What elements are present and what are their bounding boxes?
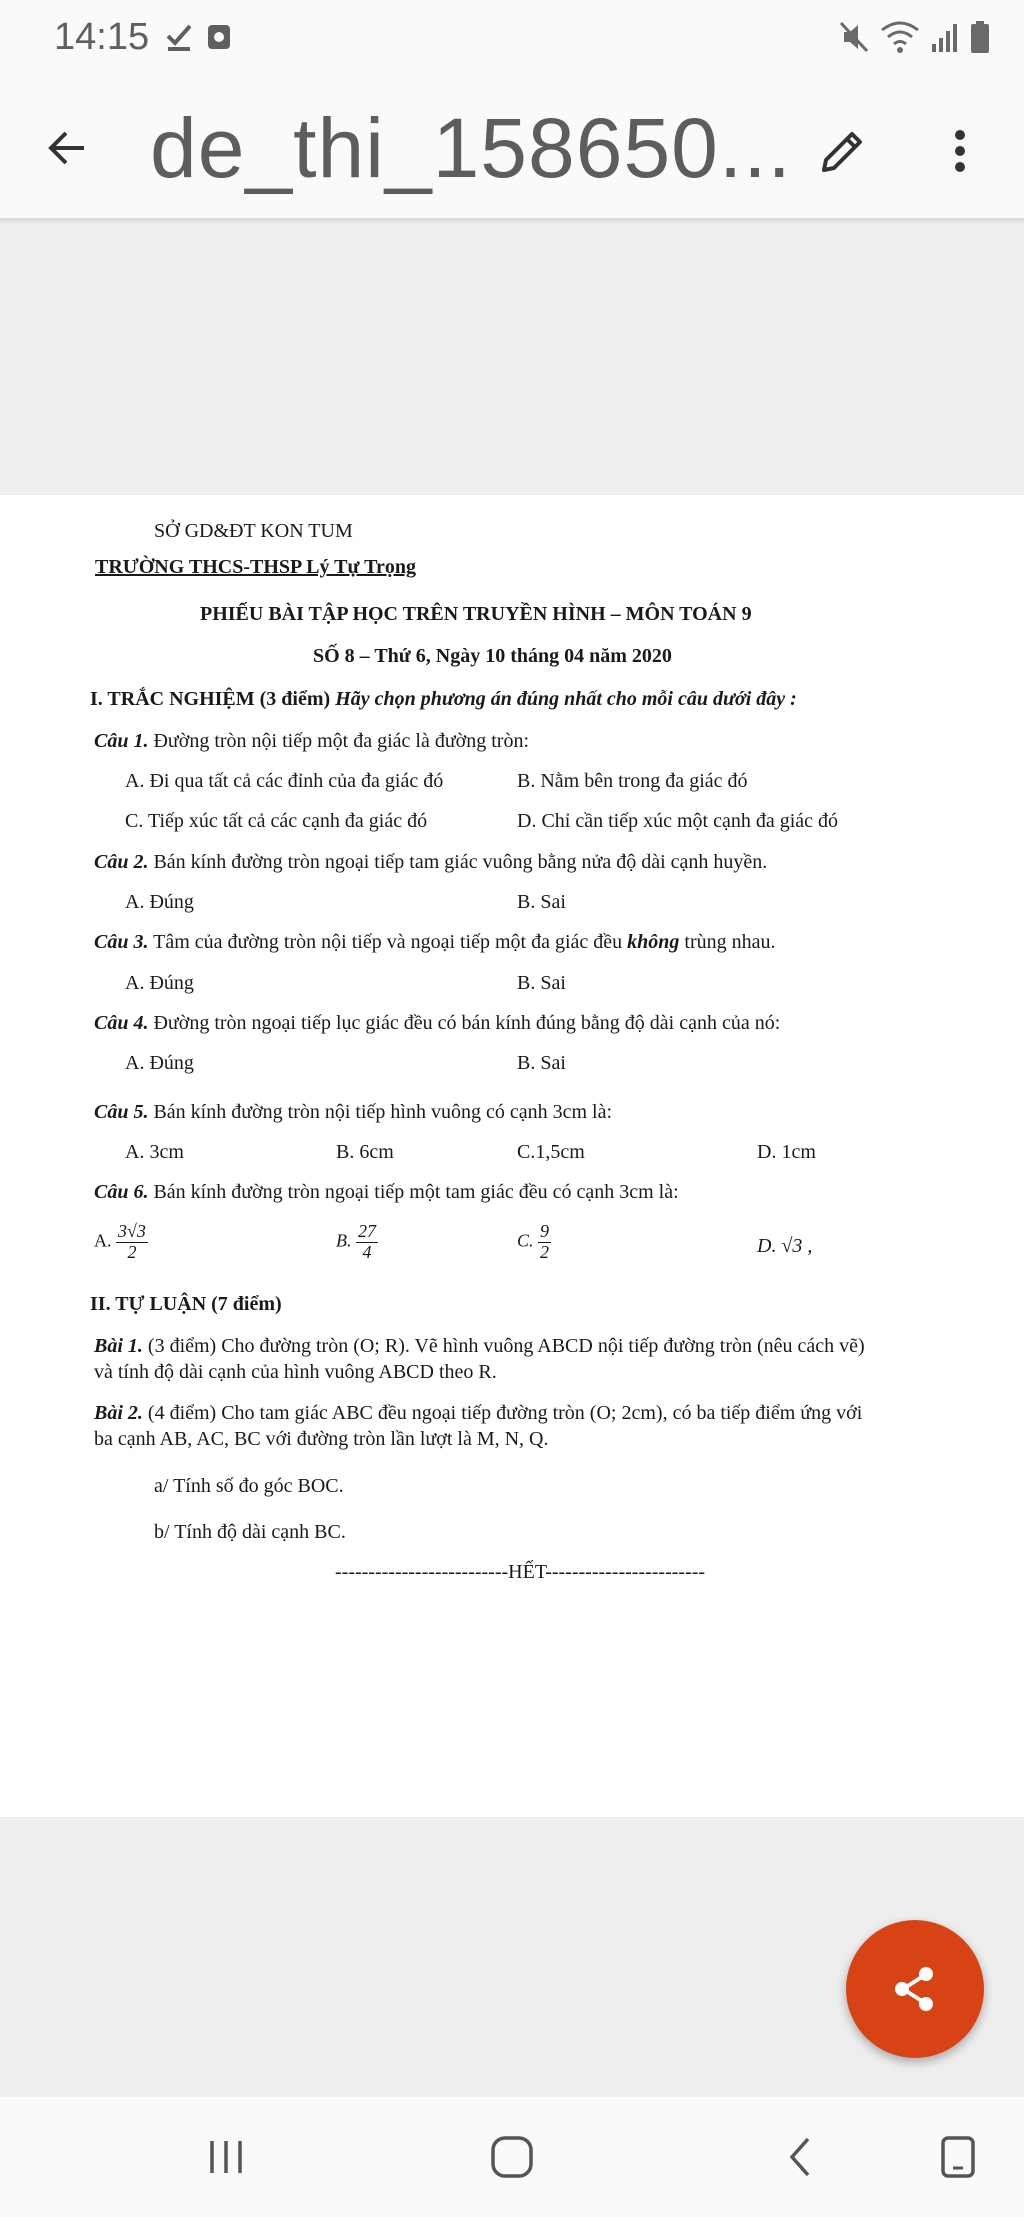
keyboard-switch-button[interactable]: [928, 2127, 988, 2187]
q5-option-c: C.1,5cm: [517, 1141, 585, 1163]
share-button[interactable]: [846, 1920, 984, 2058]
document-title: de_thi_158650...: [150, 101, 792, 195]
question-2: [94, 851, 767, 874]
document-page: [0, 495, 1024, 1817]
q6-option-d: D. √3 ,: [757, 1235, 813, 1257]
question-5-text: Bán kính đường tròn nội tiếp hình vuông có cạnh 3cm là:: [153, 1101, 613, 1123]
bai-1-label: Bài 1.: [94, 1335, 143, 1357]
section2-heading: II. TỰ LUẬN (7 điểm): [90, 1293, 282, 1315]
question-5-label: Câu 5.: [94, 1101, 149, 1123]
home-icon: [490, 2135, 534, 2179]
section1-instruction: Hãy chọn phương án đúng nhất cho mỗi câu dưới đây :: [335, 688, 797, 710]
edit-button[interactable]: [808, 116, 878, 186]
bai-2-line-2: ba cạnh AB, AC, BC với đường tròn lần lượt là M, N, Q.: [94, 1428, 549, 1450]
q6-option-c-label: C.: [517, 1230, 534, 1251]
q6-option-b-fraction: $\frac{27}{4}$: [358, 1221, 376, 1262]
status-time: 14:15: [54, 16, 150, 58]
bai-2-text: (4 điểm) Cho tam giác ABC đều ngoại tiếp đường tròn (O; 2cm), có ba tiếp điểm ứng với: [147, 1402, 863, 1424]
q1-option-b: B. Nằm bên trong đa giác đó: [517, 770, 748, 792]
recent-apps-icon: [206, 2137, 246, 2177]
home-button[interactable]: [482, 2127, 542, 2187]
header-org: SỞ GD&ĐT KON TUM: [154, 520, 353, 542]
q6-option-a-fraction: $\frac{3√3}{2}$: [118, 1221, 146, 1262]
question-4-label: Câu 4.: [94, 1012, 149, 1034]
q6-option-c: [517, 1222, 551, 1263]
download-done-icon: [166, 22, 192, 52]
question-3: [94, 931, 776, 954]
q4-option-a: A. Đúng: [125, 1052, 194, 1074]
q6-option-c-fraction: $\frac{9}{2}$: [540, 1221, 550, 1262]
device-icon: [940, 2135, 976, 2179]
question-1-label: Câu 1.: [94, 730, 149, 752]
bai-1-text: (3 điểm) Cho đường tròn (O; R). Vẽ hình vuông ABCD nội tiếp đường tròn (nêu cách vẽ): [147, 1335, 865, 1357]
question-4: [94, 1012, 780, 1035]
app-bar: [0, 78, 1024, 220]
recent-apps-button[interactable]: [196, 2127, 256, 2187]
arrow-back-icon: [44, 124, 92, 172]
status-system-icons: [838, 20, 990, 54]
q1-option-a: A. Đi qua tất cả các đỉnh của đa giác đó: [125, 770, 444, 792]
question-4-text: Đường tròn ngoại tiếp lục giác đều có bán kính đúng bằng độ dài cạnh của nó:: [153, 1012, 781, 1034]
pencil-icon: [816, 124, 870, 178]
chevron-left-icon: [780, 2135, 820, 2179]
battery-icon: [970, 20, 990, 54]
more-options-button[interactable]: [930, 116, 990, 186]
wifi-icon: [880, 20, 920, 54]
question-1: [94, 730, 529, 753]
question-2-text: Bán kính đường tròn ngoại tiếp tam giác vuông bằng nửa độ dài cạnh huyền.: [153, 851, 768, 873]
status-notification-icons: [166, 22, 232, 52]
status-bar: [0, 0, 1024, 78]
question-5: [94, 1101, 612, 1124]
question-6-label: Câu 6.: [94, 1181, 149, 1203]
bai-2-part-a: a/ Tính số đo góc BOC.: [154, 1475, 344, 1497]
signal-icon: [930, 20, 960, 54]
q4-option-b: B. Sai: [517, 1052, 566, 1074]
section1-heading-line: [90, 688, 797, 711]
q6-option-a: [94, 1222, 148, 1263]
q2-option-b: B. Sai: [517, 891, 566, 913]
question-6-text: Bán kính đường tròn ngoại tiếp một tam giác đều có cạnh 3cm là:: [153, 1181, 679, 1203]
q2-option-a: A. Đúng: [125, 891, 194, 913]
question-6: [94, 1181, 679, 1204]
back-button[interactable]: [36, 116, 100, 180]
system-nav-bar: [0, 2097, 1024, 2217]
back-nav-button[interactable]: [770, 2127, 830, 2187]
q1-option-d: D. Chỉ cần tiếp xúc một cạnh đa giác đó: [517, 810, 839, 832]
question-3-emphasis: không: [627, 931, 680, 953]
mute-icon: [838, 20, 870, 54]
question-3-text: Tâm của đường tròn nội tiếp và ngoại tiếp một đa giác đều: [153, 931, 623, 953]
q5-option-b: B. 6cm: [336, 1141, 394, 1163]
bai-2-line-1: [94, 1402, 862, 1425]
q6-option-b-label: B.: [336, 1230, 352, 1251]
worksheet-title: PHIẾU BÀI TẬP HỌC TRÊN TRUYỀN HÌNH – MÔN TOÁN 9: [200, 603, 752, 625]
section1-heading: I. TRẮC NGHIỆM (3 điểm): [90, 688, 331, 710]
question-2-label: Câu 2.: [94, 851, 149, 873]
school-name: TRƯỜNG THCS-THSP Lý Tự Trọng: [95, 556, 416, 578]
bai-2-label: Bài 2.: [94, 1402, 143, 1424]
q5-option-a: A. 3cm: [125, 1141, 184, 1163]
share-icon: [889, 1963, 941, 2015]
screenshot-icon: [206, 22, 232, 52]
worksheet-subtitle: SỐ 8 – Thứ 6, Ngày 10 tháng 04 năm 2020: [313, 645, 672, 667]
q6-option-a-label: A.: [94, 1230, 112, 1251]
bai-1-line-1: [94, 1335, 865, 1358]
q1-option-c: C. Tiếp xúc tất cả các cạnh đa giác đó: [125, 810, 428, 832]
more-vert-icon: [950, 127, 970, 175]
q5-option-d: D. 1cm: [757, 1141, 816, 1163]
q3-option-b: B. Sai: [517, 972, 566, 994]
question-3-text-end: trùng nhau.: [684, 931, 776, 953]
question-1-text: Đường tròn nội tiếp một đa giác là đường tròn:: [153, 730, 530, 752]
q3-option-a: A. Đúng: [125, 972, 194, 994]
bai-2-part-b: b/ Tính độ dài cạnh BC.: [154, 1521, 346, 1543]
q6-option-b: [336, 1222, 378, 1263]
end-mark: --------------------------HẾT------------------------: [335, 1561, 706, 1583]
question-3-label: Câu 3.: [94, 931, 149, 953]
bai-1-line-2: và tính độ dài cạnh của hình vuông ABCD theo R.: [94, 1361, 497, 1383]
